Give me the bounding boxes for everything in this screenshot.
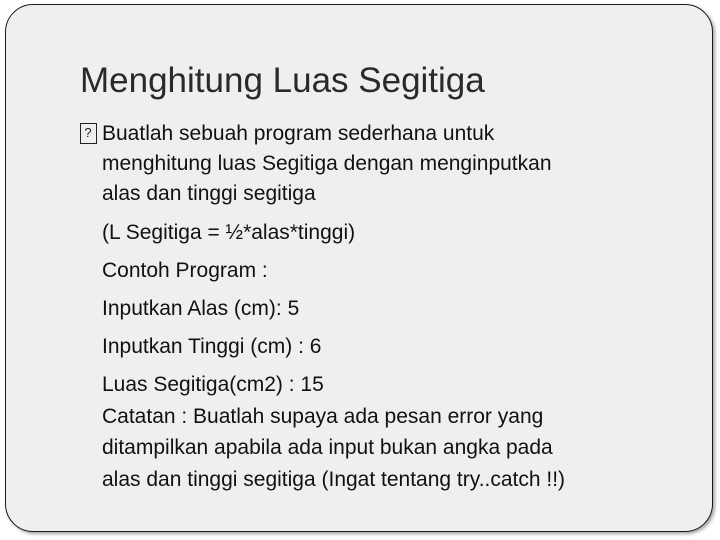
body-line: Contoh Program : bbox=[102, 259, 268, 282]
body-line: Luas Segitiga(cm2) : 15 bbox=[102, 373, 324, 396]
body-line: alas dan tinggi segitiga (Ingat tentang try..catch !!) bbox=[102, 468, 566, 491]
body-line: (L Segitiga = ½*alas*tinggi) bbox=[102, 221, 356, 244]
body-line: menghitung luas Segitiga dengan menginputkan bbox=[102, 152, 552, 175]
body-line: Inputkan Tinggi (cm) : 6 bbox=[102, 335, 322, 358]
body-line: alas dan tinggi segitiga bbox=[102, 182, 316, 205]
body-line: Buatlah sebuah program sederhana untuk bbox=[102, 122, 495, 145]
body-line: Inputkan Alas (cm): 5 bbox=[102, 297, 300, 320]
body-line: Catatan : Buatlah supaya ada pesan error yang bbox=[102, 405, 544, 428]
bullet-icon: ? bbox=[80, 123, 97, 144]
slide-title: Menghitung Luas Segitiga bbox=[80, 61, 485, 100]
body-line: ditampilkan apabila ada input bukan angka pada bbox=[102, 436, 553, 459]
